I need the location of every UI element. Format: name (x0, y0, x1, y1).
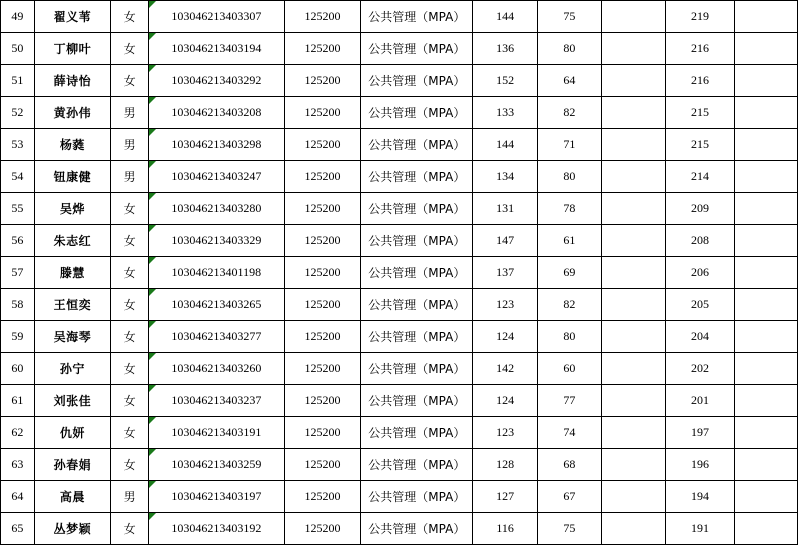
table-row (1, 97, 798, 129)
score-first: 133 (473, 97, 537, 129)
candidate-id: 103046213403260 (148, 353, 284, 385)
row-index: 57 (1, 257, 35, 289)
table-row (1, 385, 798, 417)
candidate-name: 翟义苇 (34, 1, 111, 33)
score-total: 206 (666, 257, 734, 289)
candidate-name: 刘张佳 (34, 385, 111, 417)
score-first: 123 (473, 417, 537, 449)
candidate-sex: 女 (111, 385, 149, 417)
score-first: 131 (473, 193, 537, 225)
candidate-sex: 男 (111, 161, 149, 193)
candidate-sex: 女 (111, 353, 149, 385)
candidate-sex: 女 (111, 321, 149, 353)
row-index: 65 (1, 513, 35, 545)
score-bonus (602, 513, 666, 545)
score-bonus (602, 97, 666, 129)
score-first: 144 (473, 1, 537, 33)
score-bonus (602, 353, 666, 385)
candidate-id: 103046213403259 (148, 449, 284, 481)
score-bonus (602, 289, 666, 321)
row-note (734, 321, 797, 353)
score-bonus (602, 33, 666, 65)
row-index: 64 (1, 481, 35, 513)
row-note (734, 193, 797, 225)
table-row (1, 417, 798, 449)
candidate-id: 103046213403191 (148, 417, 284, 449)
table-row (1, 33, 798, 65)
row-index: 59 (1, 321, 35, 353)
major-name: 公共管理（MPA） (361, 353, 473, 385)
row-note (734, 257, 797, 289)
candidate-name: 王恒奕 (34, 289, 111, 321)
score-total: 208 (666, 225, 734, 257)
score-bonus (602, 417, 666, 449)
candidate-name: 高晨 (34, 481, 111, 513)
score-total: 216 (666, 65, 734, 97)
candidate-sex: 女 (111, 513, 149, 545)
candidate-id: 103046213403298 (148, 129, 284, 161)
score-second: 80 (537, 33, 601, 65)
major-name: 公共管理（MPA） (361, 1, 473, 33)
row-index: 51 (1, 65, 35, 97)
score-total: 191 (666, 513, 734, 545)
candidate-name: 丁柳叶 (34, 33, 111, 65)
candidate-sex: 女 (111, 289, 149, 321)
candidate-sex: 女 (111, 33, 149, 65)
row-index: 58 (1, 289, 35, 321)
score-total: 215 (666, 129, 734, 161)
table-body (1, 1, 798, 545)
major-code: 125200 (284, 449, 361, 481)
score-bonus (602, 1, 666, 33)
major-name: 公共管理（MPA） (361, 129, 473, 161)
major-name: 公共管理（MPA） (361, 289, 473, 321)
major-code: 125200 (284, 385, 361, 417)
score-second: 80 (537, 161, 601, 193)
major-name: 公共管理（MPA） (361, 65, 473, 97)
score-first: 116 (473, 513, 537, 545)
candidate-sex: 女 (111, 65, 149, 97)
score-second: 75 (537, 513, 601, 545)
candidate-sex: 女 (111, 193, 149, 225)
score-second: 82 (537, 97, 601, 129)
score-bonus (602, 385, 666, 417)
score-total: 204 (666, 321, 734, 353)
row-note (734, 385, 797, 417)
score-bonus (602, 449, 666, 481)
major-name: 公共管理（MPA） (361, 513, 473, 545)
score-second: 71 (537, 129, 601, 161)
candidate-id: 103046213403247 (148, 161, 284, 193)
row-note (734, 65, 797, 97)
candidate-id: 103046213403208 (148, 97, 284, 129)
candidate-name: 丛梦颖 (34, 513, 111, 545)
table-row (1, 289, 798, 321)
candidate-name: 滕慧 (34, 257, 111, 289)
major-code: 125200 (284, 161, 361, 193)
candidate-name: 吴烨 (34, 193, 111, 225)
score-total: 197 (666, 417, 734, 449)
major-code: 125200 (284, 417, 361, 449)
score-bonus (602, 65, 666, 97)
score-total: 194 (666, 481, 734, 513)
score-second: 80 (537, 321, 601, 353)
row-note (734, 33, 797, 65)
candidate-name: 孙春娟 (34, 449, 111, 481)
score-first: 127 (473, 481, 537, 513)
candidate-sex: 女 (111, 1, 149, 33)
score-first: 136 (473, 33, 537, 65)
score-total: 205 (666, 289, 734, 321)
candidate-sex: 女 (111, 257, 149, 289)
score-second: 78 (537, 193, 601, 225)
major-code: 125200 (284, 257, 361, 289)
major-name: 公共管理（MPA） (361, 449, 473, 481)
row-note (734, 97, 797, 129)
score-total: 214 (666, 161, 734, 193)
candidate-name: 仇妍 (34, 417, 111, 449)
row-note (734, 129, 797, 161)
score-second: 82 (537, 289, 601, 321)
row-index: 52 (1, 97, 35, 129)
score-bonus (602, 481, 666, 513)
candidate-id: 103046213403265 (148, 289, 284, 321)
row-note (734, 417, 797, 449)
score-second: 61 (537, 225, 601, 257)
candidate-id: 103046213403307 (148, 1, 284, 33)
candidate-id: 103046213403237 (148, 385, 284, 417)
row-note (734, 1, 797, 33)
major-name: 公共管理（MPA） (361, 33, 473, 65)
row-index: 53 (1, 129, 35, 161)
score-first: 128 (473, 449, 537, 481)
score-second: 68 (537, 449, 601, 481)
major-name: 公共管理（MPA） (361, 257, 473, 289)
row-note (734, 225, 797, 257)
major-name: 公共管理（MPA） (361, 417, 473, 449)
candidate-name: 杨蕤 (34, 129, 111, 161)
major-name: 公共管理（MPA） (361, 481, 473, 513)
major-code: 125200 (284, 33, 361, 65)
score-total: 215 (666, 97, 734, 129)
score-bonus (602, 193, 666, 225)
major-code: 125200 (284, 1, 361, 33)
major-name: 公共管理（MPA） (361, 161, 473, 193)
row-index: 54 (1, 161, 35, 193)
major-code: 125200 (284, 225, 361, 257)
score-bonus (602, 161, 666, 193)
candidate-id: 103046213401198 (148, 257, 284, 289)
candidate-name: 吴海琴 (34, 321, 111, 353)
table-row (1, 65, 798, 97)
table-row (1, 353, 798, 385)
score-total: 202 (666, 353, 734, 385)
row-note (734, 161, 797, 193)
score-second: 75 (537, 1, 601, 33)
score-bonus (602, 321, 666, 353)
row-index: 56 (1, 225, 35, 257)
score-first: 137 (473, 257, 537, 289)
major-name: 公共管理（MPA） (361, 193, 473, 225)
table-row (1, 257, 798, 289)
score-first: 123 (473, 289, 537, 321)
score-second: 77 (537, 385, 601, 417)
score-total: 216 (666, 33, 734, 65)
candidate-sex: 女 (111, 225, 149, 257)
candidate-id: 103046213403277 (148, 321, 284, 353)
score-first: 152 (473, 65, 537, 97)
score-first: 144 (473, 129, 537, 161)
candidate-sex: 男 (111, 481, 149, 513)
row-index: 63 (1, 449, 35, 481)
candidate-sex: 男 (111, 129, 149, 161)
candidate-id: 103046213403329 (148, 225, 284, 257)
table-row (1, 321, 798, 353)
row-index: 60 (1, 353, 35, 385)
row-index: 55 (1, 193, 35, 225)
row-index: 49 (1, 1, 35, 33)
major-code: 125200 (284, 129, 361, 161)
major-code: 125200 (284, 289, 361, 321)
major-code: 125200 (284, 513, 361, 545)
major-code: 125200 (284, 481, 361, 513)
score-first: 134 (473, 161, 537, 193)
row-note (734, 481, 797, 513)
table-row (1, 161, 798, 193)
major-code: 125200 (284, 193, 361, 225)
score-second: 74 (537, 417, 601, 449)
table-row (1, 193, 798, 225)
score-second: 60 (537, 353, 601, 385)
candidate-name: 孙宁 (34, 353, 111, 385)
table-row (1, 1, 798, 33)
row-note (734, 449, 797, 481)
candidate-name: 黄孙伟 (34, 97, 111, 129)
score-total: 196 (666, 449, 734, 481)
score-total: 201 (666, 385, 734, 417)
row-index: 50 (1, 33, 35, 65)
candidate-sex: 男 (111, 97, 149, 129)
score-first: 124 (473, 385, 537, 417)
score-total: 219 (666, 1, 734, 33)
candidate-name: 朱志红 (34, 225, 111, 257)
row-index: 61 (1, 385, 35, 417)
score-total: 209 (666, 193, 734, 225)
score-bonus (602, 129, 666, 161)
table-row (1, 481, 798, 513)
table-row (1, 449, 798, 481)
major-code: 125200 (284, 97, 361, 129)
score-second: 69 (537, 257, 601, 289)
major-name: 公共管理（MPA） (361, 225, 473, 257)
major-name: 公共管理（MPA） (361, 97, 473, 129)
row-note (734, 353, 797, 385)
table-row (1, 513, 798, 545)
score-bonus (602, 257, 666, 289)
candidate-sex: 女 (111, 417, 149, 449)
major-name: 公共管理（MPA） (361, 321, 473, 353)
table-row (1, 225, 798, 257)
score-second: 67 (537, 481, 601, 513)
score-first: 142 (473, 353, 537, 385)
row-note (734, 289, 797, 321)
major-code: 125200 (284, 353, 361, 385)
score-first: 124 (473, 321, 537, 353)
candidate-id: 103046213403192 (148, 513, 284, 545)
major-code: 125200 (284, 65, 361, 97)
row-index: 62 (1, 417, 35, 449)
row-note (734, 513, 797, 545)
table-row (1, 129, 798, 161)
candidate-name: 薛诗怡 (34, 65, 111, 97)
score-bonus (602, 225, 666, 257)
candidate-id: 103046213403280 (148, 193, 284, 225)
candidate-id: 103046213403194 (148, 33, 284, 65)
score-first: 147 (473, 225, 537, 257)
score-second: 64 (537, 65, 601, 97)
candidate-name: 钮康健 (34, 161, 111, 193)
candidate-id: 103046213403197 (148, 481, 284, 513)
major-code: 125200 (284, 321, 361, 353)
candidate-id: 103046213403292 (148, 65, 284, 97)
major-name: 公共管理（MPA） (361, 385, 473, 417)
candidate-sex: 女 (111, 449, 149, 481)
